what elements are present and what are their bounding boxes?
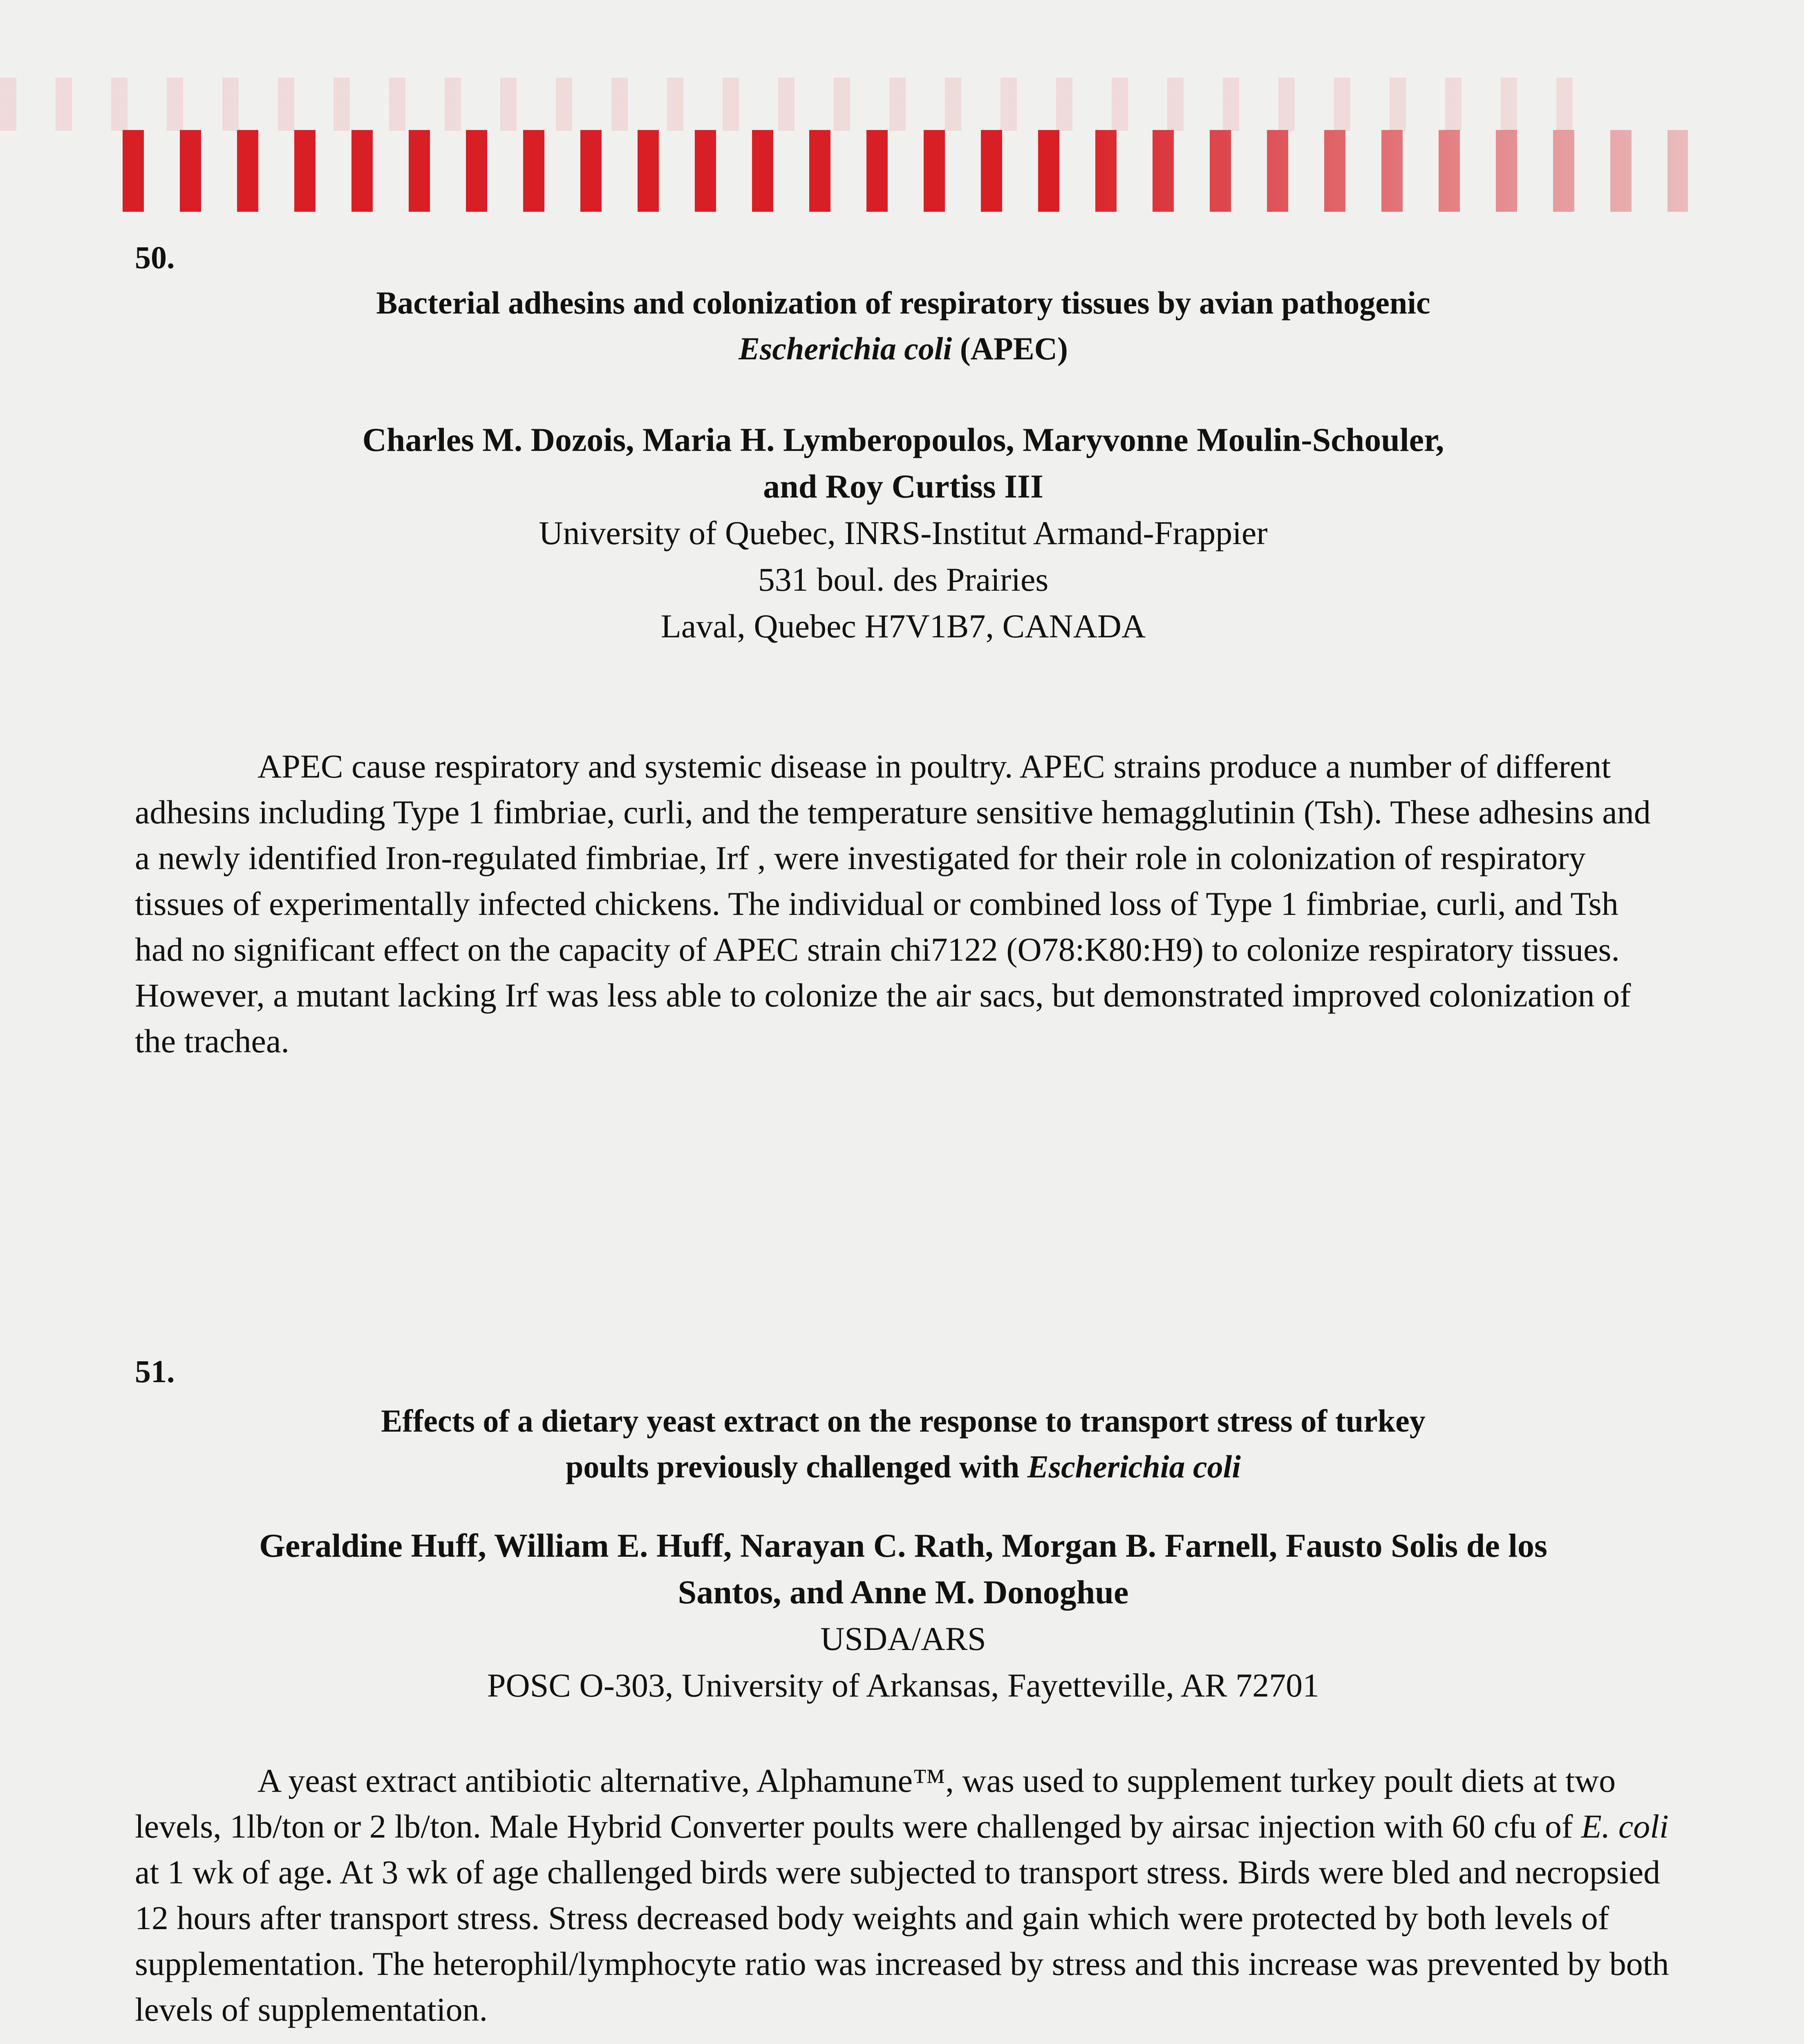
abstract-50 [135,239,1672,1064]
affiliation-line: USDA/ARS [820,1620,986,1657]
affiliation-line: POSC O-303, University of Arkansas, Fayetteville, AR 72701 [487,1667,1320,1704]
affiliation-line: 531 boul. des Prairies [758,561,1049,598]
abstract-body: APEC cause respiratory and systemic disease in poultry. APEC strains produce a number of different adhesins including Type 1 fimbriae, curli, and the temperature sensitive hemagglutinin (Tsh). These adhesins and a newly identified Iron-regulated fimbriae, Irf , were investigated for their role in colonization of respiratory tissues of experimentally infected chickens. The individual or combined loss of Type 1 fimbriae, curli, and Tsh had no significant effect on the capacity of APEC strain chi7122 (O78:K80:H9) to colonize respiratory tissues. However, a mutant lacking Irf was less able to colonize the air sacs, but demonstrated improved colonization of the trachea. [135,748,1651,1060]
title-italic: Escherichia coli [739,331,952,366]
affiliation [135,1616,1672,1709]
authors-line: Santos, and Anne M. Donoghue [678,1573,1129,1611]
authors-line: and Roy Curtiss III [763,468,1043,505]
title-italic: Escherichia coli [1027,1449,1241,1484]
title-line: poults previously challenged with [566,1449,1027,1484]
affiliation-line: Laval, Quebec H7V1B7, CANADA [660,607,1146,645]
title-end: (APEC) [952,331,1068,366]
body-italic: E. coli [1581,1808,1669,1845]
abstract-number: 50. [135,240,175,275]
affiliation [135,510,1672,650]
header-band-bleed [0,78,1573,131]
authors-line: Geraldine Huff, William E. Huff, Narayan C. Rath, Morgan B. Farnell, Fausto Solis de los [259,1527,1547,1564]
author-list [135,1522,1672,1616]
body-text: A yeast extract antibiotic alternative, Alphamune™, was used to supplement turkey poult diets at two levels, 1lb/ton or 2 lb/ton. Male Hybrid Converter poults were challenged by airsac injection with 60 cfu of [135,1762,1616,1845]
authors-line: Charles M. Dozois, Maria H. Lymberopoulos, Maryvonne Moulin-Schouler, [362,421,1444,458]
author-list [135,417,1672,510]
title-line: Bacterial adhesins and colonization of respiratory tissues by avian pathogenic [376,285,1430,320]
abstract-title [135,280,1672,372]
header-stripe-band [123,130,1688,212]
title-line: Effects of a dietary yeast extract on the response to transport stress of turkey [381,1403,1426,1439]
abstract-number: 51. [135,1354,175,1389]
abstract-title [135,1398,1672,1490]
abstract-body [135,1758,1672,2033]
affiliation-line: University of Quebec, INRS-Institut Armand-Frappier [539,514,1268,551]
body-text: at 1 wk of age. At 3 wk of age challenged birds were subjected to transport stress. Birds were bled and necropsied 12 hours after transport stress. Stress decreased body weights and gain which were protected by both levels of supplementation. The heterophil/lymphocyte ratio was increased by stress and this increase was prevented by both levels of supplementation. [135,1853,1669,2028]
abstract-51 [135,1353,1672,2033]
